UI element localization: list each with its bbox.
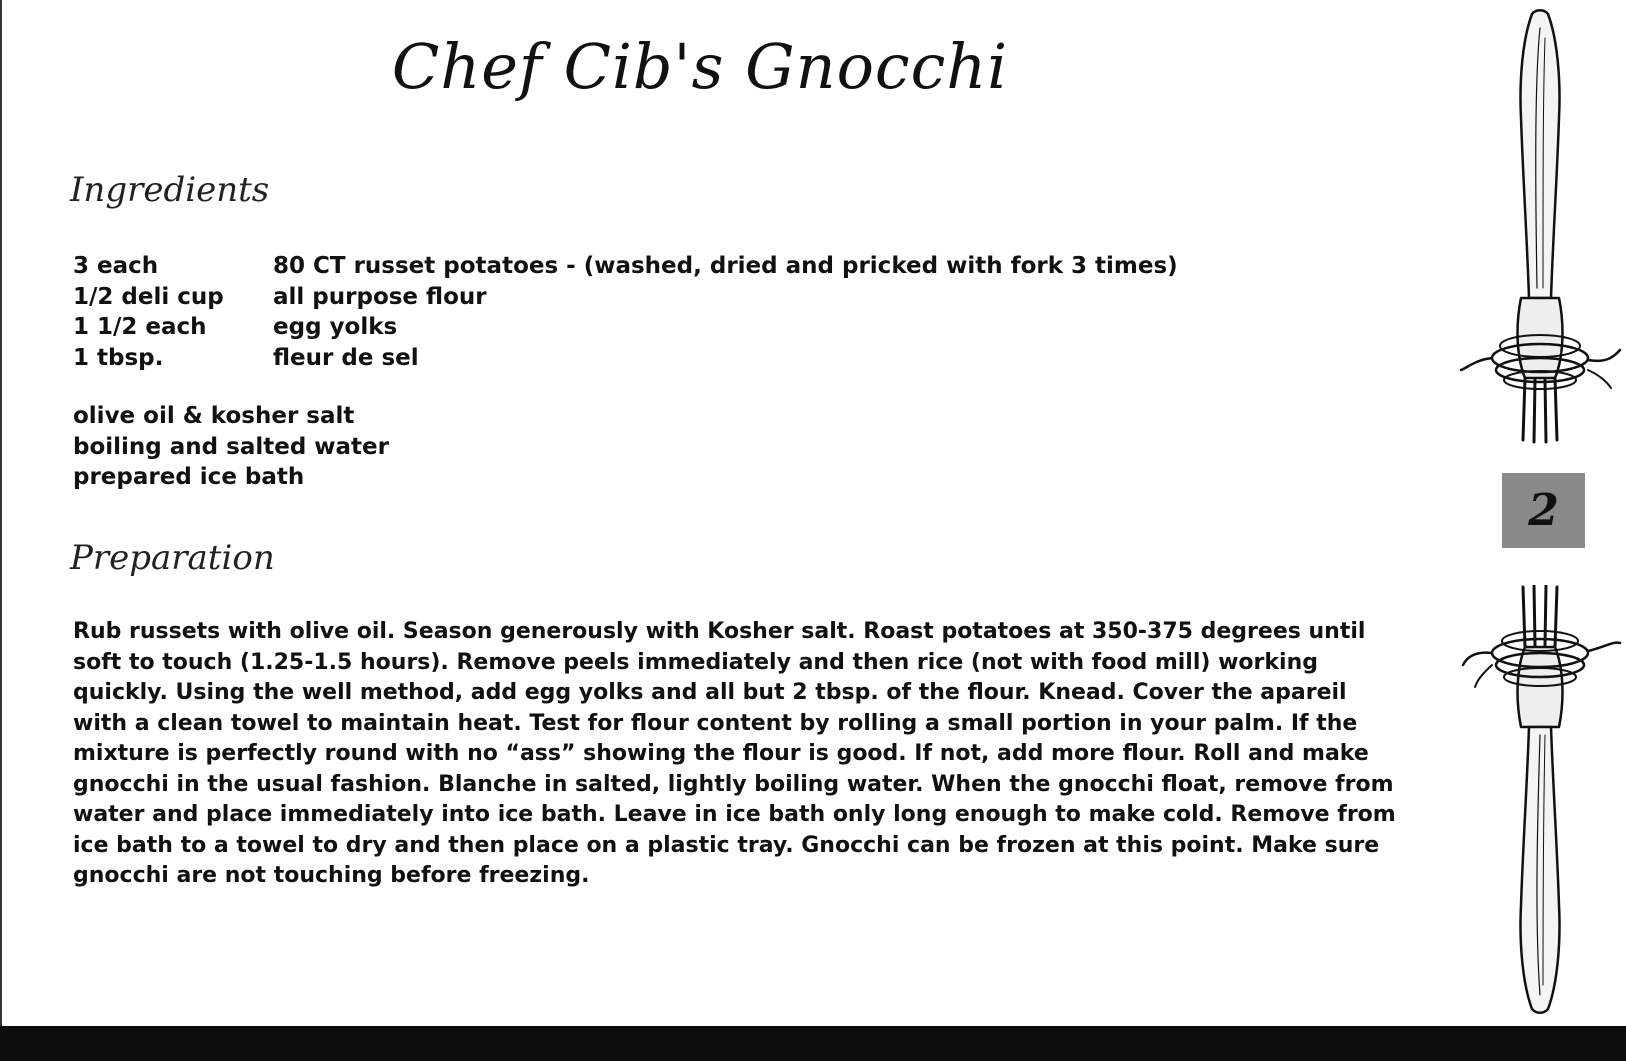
ingredient-quantity: 1 tbsp. (73, 344, 164, 371)
ingredient-row (73, 282, 1178, 313)
ingredient-name: egg yolks (273, 314, 398, 340)
fork-with-pasta-icon (1455, 585, 1625, 1015)
preparation-heading: Preparation (70, 538, 275, 578)
ingredient-quantity: 1/2 deli cup (73, 283, 224, 310)
ingredient-name: 80 CT russet potatoes - (washed, dried and pricked with fork 3 times) (273, 253, 1178, 279)
ingredient-name: fleur de sel (273, 344, 419, 371)
ingredient-row (73, 343, 1178, 374)
bottom-border (0, 1026, 1626, 1061)
extra-ingredient: boiling and salted water (73, 433, 389, 460)
recipe-title: Chef Cib's Gnocchi (391, 30, 1009, 103)
ingredients-heading: Ingredients (70, 170, 270, 210)
ingredient-name: all purpose flour (273, 283, 487, 310)
ingredient-list (73, 251, 1178, 373)
fork-with-pasta-icon (1455, 8, 1625, 448)
extra-ingredient: prepared ice bath (73, 464, 305, 490)
preparation-text: Rub russets with olive oil. Season generously with Kosher salt. Roast potatoes at 350-375 degrees until soft to touch (1.25-1.5 hours). Remove peels immediately and then rice (not with food mill) working quickly. Using the well method, add egg yolks and all but 2 tbsp. of the flour. Knead. Cover the apareil with a clean towel to maintain heat. Test for flour content by rolling a small portion in your palm. If the mixture is perfectly round with no “ass” showing the flour is good. If not, add more flour. Roll and make gnocchi in the usual fashion. Blanche in salted, lightly boiling water. When the gnocchi float, remove from water and place immediately into ice bath. Leave in ice bath only long enough to make cold. Remove from ice bath to a towel to dry and then place on a plastic tray. Gnocchi can be frozen at this point. Make sure gnocchi are not touching before freezing. (73, 619, 1396, 888)
ingredient-row (73, 312, 1178, 343)
ingredient-row (73, 251, 1178, 282)
page-edge (0, 0, 2, 1026)
ingredient-quantity: 3 each (73, 253, 159, 279)
ingredient-quantity: 1 1/2 each (73, 314, 207, 340)
page-number-badge: 2 (1502, 473, 1585, 548)
extra-ingredients (73, 401, 389, 493)
extra-ingredient: olive oil & kosher salt (73, 403, 355, 429)
